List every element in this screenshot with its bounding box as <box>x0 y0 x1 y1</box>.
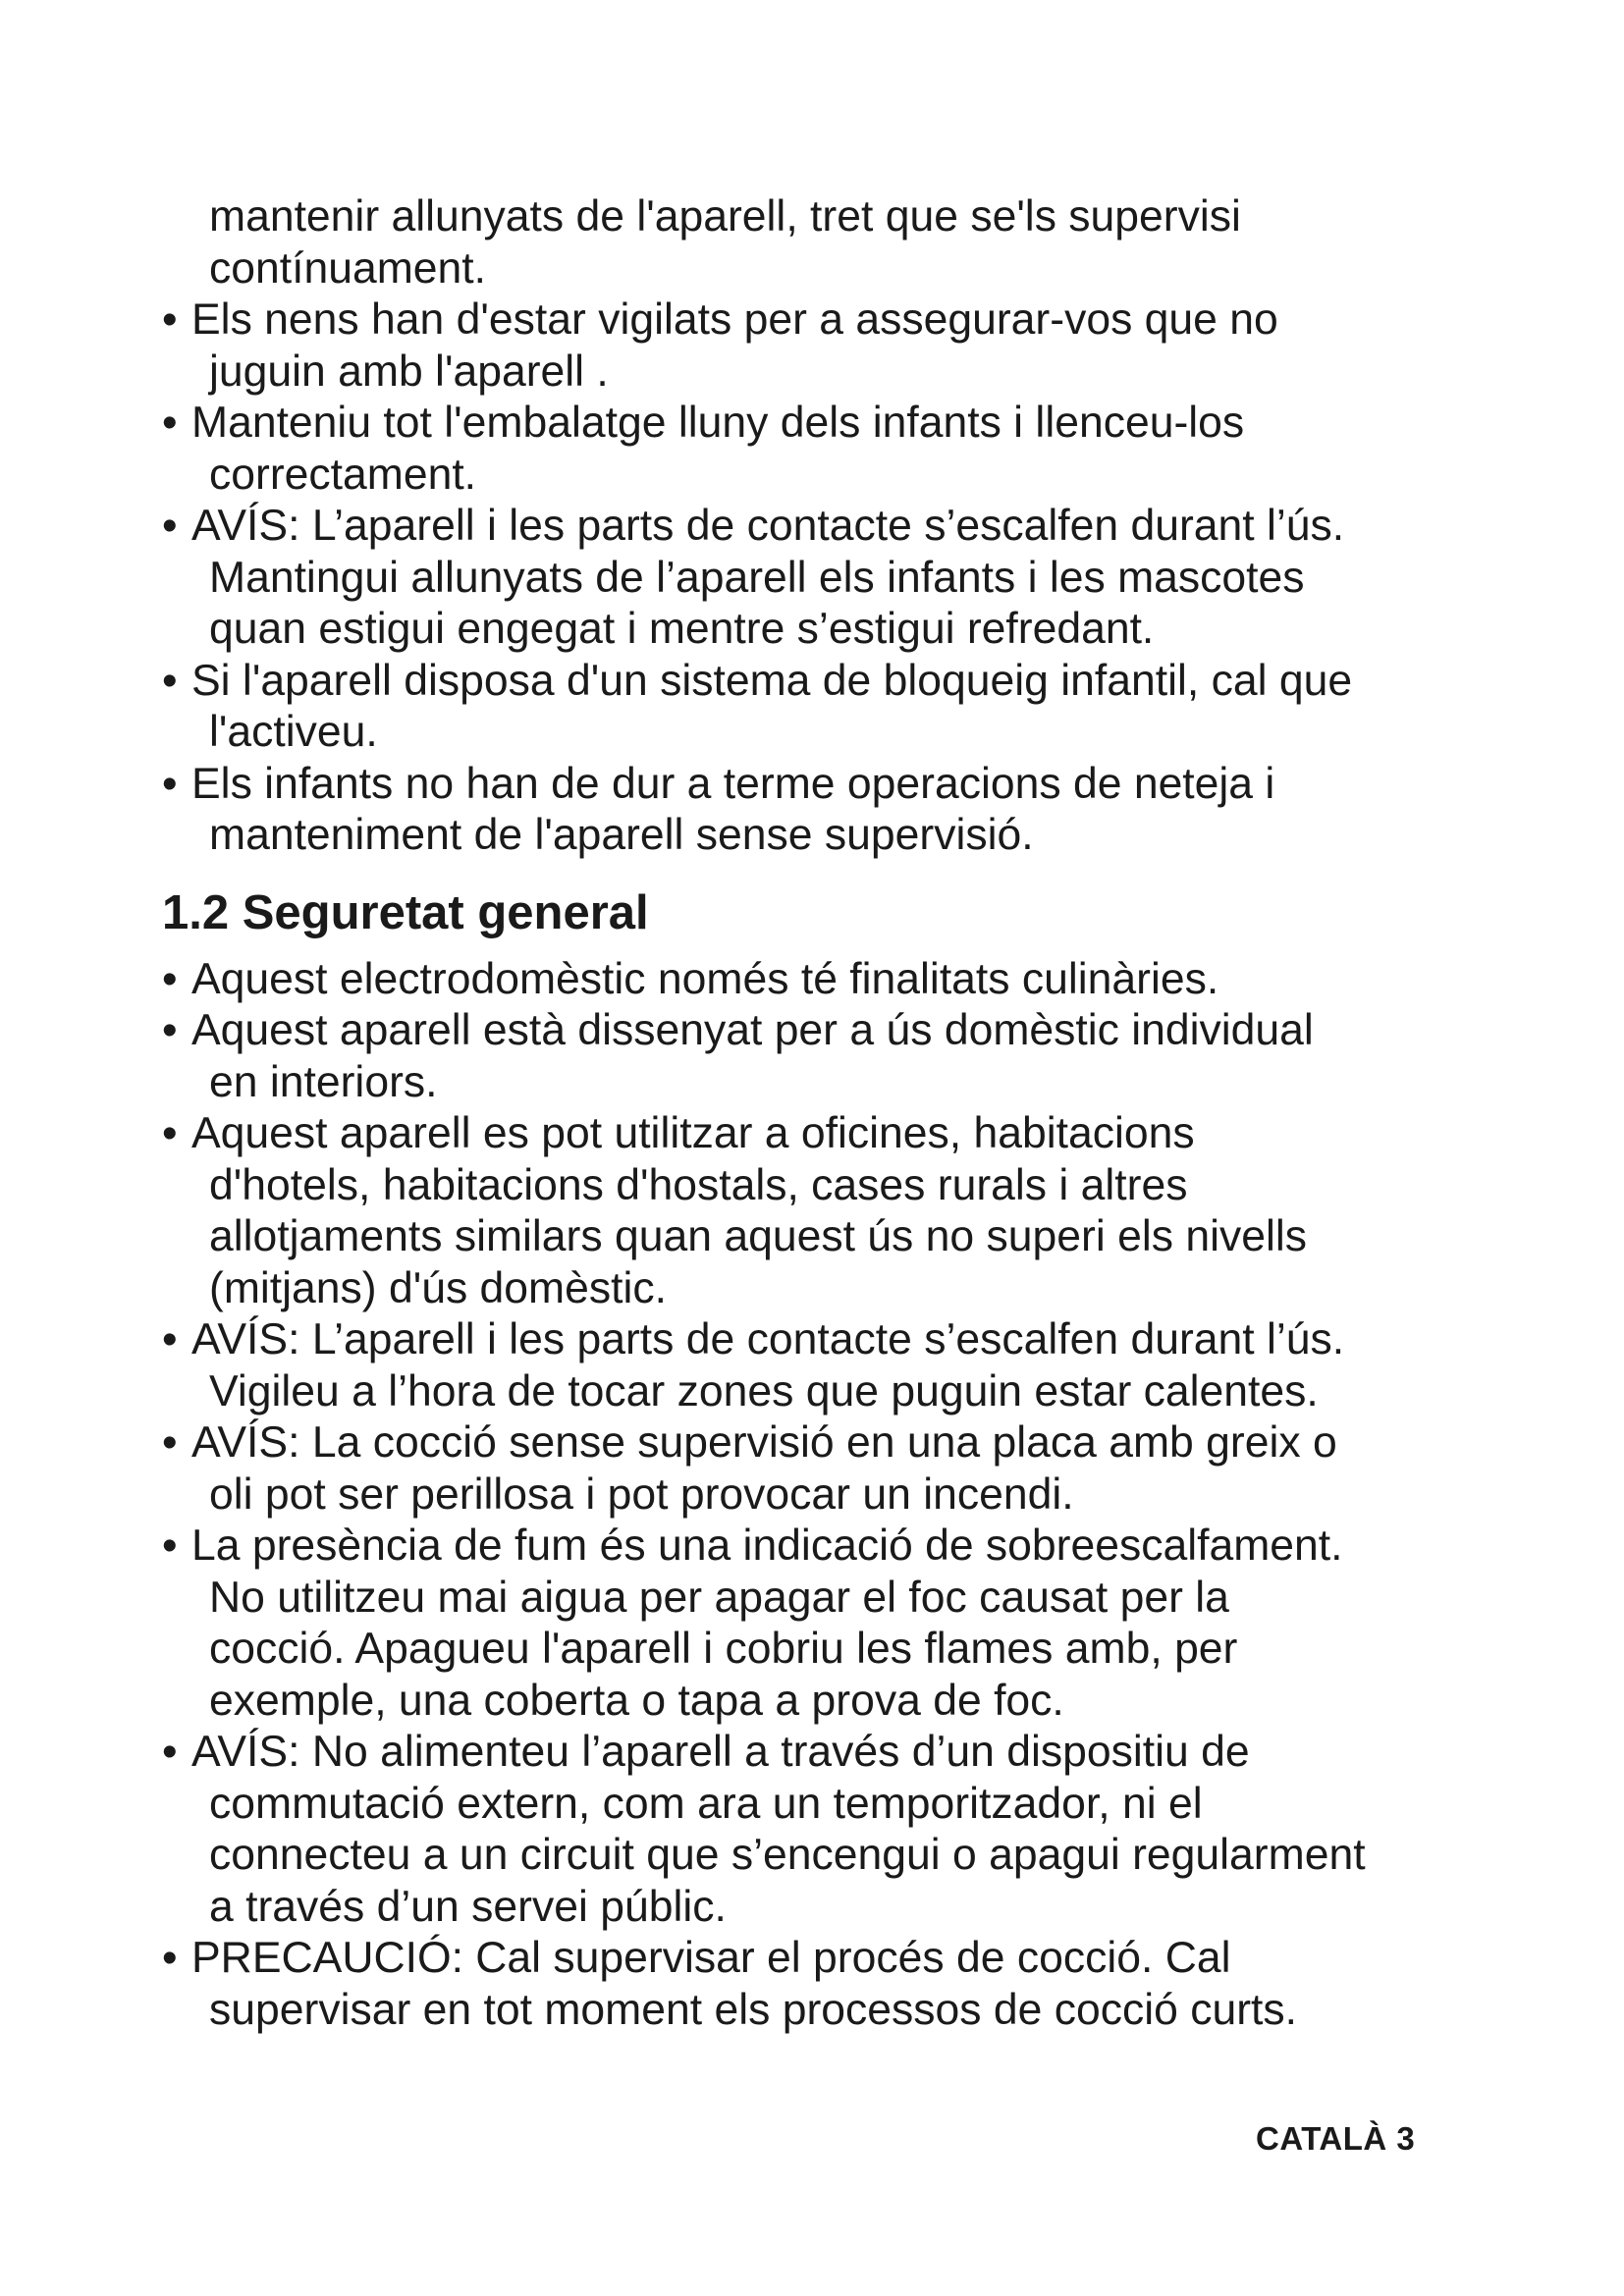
list-item-continuation-line: cocció. Apagueu l'aparell i cobriu les flames amb, per <box>209 1625 1238 1673</box>
list-item <box>162 1417 1497 1521</box>
list-item-continuation-line: exemple, una coberta o tapa a prova de foc. <box>209 1676 1064 1725</box>
list-item-text: AVÍS: L’aparell i les parts de contacte s’escalfen durant l’ús. <box>191 502 1345 550</box>
list-item-text: Els infants no han de dur a terme operacions de neteja i <box>191 759 1275 808</box>
list-item-continuation-line: oli pot ser perillosa i pot provocar un incendi. <box>209 1469 1074 1519</box>
list-item-first-line <box>162 1727 1497 1779</box>
list-item <box>162 759 1497 862</box>
list-item-text: PRECAUCIÓ: Cal supervisar el procés de cocció. Cal <box>191 1934 1231 1982</box>
list-item-continuation-line: Mantingui allunyats de l’aparell els infants i les mascotes <box>209 553 1305 602</box>
bullet-icon: • <box>162 1006 178 1054</box>
top-list <box>162 191 1497 862</box>
section-list <box>162 954 1497 2037</box>
list-item-continuation-line: en interiors. <box>209 1057 438 1106</box>
bullet-icon: • <box>162 1418 178 1467</box>
list-item-continuation-line: (mitjans) d'ús domèstic. <box>209 1263 667 1312</box>
list-item <box>162 1108 1497 1314</box>
bullet-icon: • <box>162 759 178 808</box>
bullet-icon: • <box>162 1109 178 1157</box>
list-item-text: Aquest aparell està dissenyat per a ús domèstic individual <box>191 1006 1314 1054</box>
document-page <box>162 191 1497 2036</box>
list-item-continuation-line: commutació extern, com ara un temporitzador, ni el <box>209 1779 1203 1828</box>
list-item-first-line <box>162 501 1497 553</box>
list-item-continuation-line: connecteu a un circuit que s’encengui o apagui regularment <box>209 1831 1366 1879</box>
page-footer: CATALÀ 3 <box>1256 2120 1416 2157</box>
list-item-first-line <box>162 1521 1497 1573</box>
list-item-text: Manteniu tot l'embalatge lluny dels infants i llenceu-los <box>191 399 1245 447</box>
bullet-icon: • <box>162 1934 178 1982</box>
bullet-icon: • <box>162 954 178 1003</box>
bullet-icon: • <box>162 295 178 344</box>
list-item-text: Els nens han d'estar vigilats per a assegurar-vos que no <box>191 295 1278 344</box>
bullet-icon: • <box>162 399 178 447</box>
list-item-continuation-line: contínuament. <box>209 243 487 293</box>
bullet-icon: • <box>162 656 178 705</box>
list-item-first-line <box>162 1417 1497 1469</box>
list-item <box>162 1314 1497 1417</box>
list-item <box>162 398 1497 501</box>
list-item-first-line <box>162 294 1497 347</box>
list-item-first-line <box>162 1933 1497 1985</box>
list-item-continuation-line: supervisar en tot moment els processos de cocció curts. <box>209 1985 1298 2034</box>
list-item-first-line <box>162 656 1497 708</box>
list-item-text: AVÍS: La cocció sense supervisió en una placa amb greix o <box>191 1418 1337 1467</box>
list-item-continuation-line: d'hotels, habitacions d'hostals, cases rurals i altres <box>209 1160 1188 1209</box>
bullet-icon: • <box>162 1728 178 1776</box>
list-item <box>162 1933 1497 2036</box>
list-item-first-line <box>162 954 1497 1006</box>
list-item <box>162 191 1497 294</box>
list-item-text: La presència de fum és una indicació de sobreescalfament. <box>191 1522 1343 1570</box>
list-item-continuation-line: quan estigui engegat i mentre s’estigui refredant. <box>209 605 1155 653</box>
list-item <box>162 294 1497 398</box>
list-item-first-line <box>162 1314 1497 1366</box>
list-item <box>162 1005 1497 1108</box>
bullet-icon: • <box>162 1522 178 1570</box>
list-item-text: Aquest electrodomèstic només té finalitats culinàries. <box>191 954 1219 1003</box>
list-item-text: Aquest aparell es pot utilitzar a oficines, habitacions <box>191 1109 1195 1157</box>
list-item <box>162 656 1497 759</box>
list-item <box>162 1727 1497 1933</box>
list-item-first-line <box>162 1005 1497 1057</box>
list-item-continuation-line: manteniment de l'aparell sense supervisió. <box>209 811 1034 859</box>
list-item <box>162 1521 1497 1727</box>
list-item-first-line <box>162 759 1497 811</box>
list-item-continuation-line: l'activeu. <box>209 708 378 756</box>
list-item-text: AVÍS: No alimenteu l’aparell a través d’un dispositiu de <box>191 1728 1250 1776</box>
list-item <box>162 954 1497 1006</box>
bullet-icon: • <box>162 1315 178 1363</box>
list-item-continuation-line: a través d’un servei públic. <box>209 1882 727 1931</box>
list-item-continuation-line: juguin amb l'aparell . <box>209 347 609 396</box>
list-item-continuation-line: Vigileu a l’hora de tocar zones que puguin estar calentes. <box>209 1366 1319 1415</box>
list-item-continuation-line: allotjaments similars quan aquest ús no superi els nivells <box>209 1212 1307 1260</box>
list-item-text: AVÍS: L’aparell i les parts de contacte s’escalfen durant l’ús. <box>191 1315 1345 1363</box>
bullet-icon: • <box>162 502 178 550</box>
list-item <box>162 501 1497 656</box>
list-item-text: Si l'aparell disposa d'un sistema de bloqueig infantil, cal que <box>191 656 1353 705</box>
list-item-continuation-line: correctament. <box>209 450 477 499</box>
list-item-first-line <box>162 398 1497 450</box>
list-item-first-line <box>162 1108 1497 1160</box>
list-item-continuation-line: No utilitzeu mai aigua per apagar el foc causat per la <box>209 1573 1229 1622</box>
section-title: 1.2 Seguretat general <box>162 885 649 939</box>
list-item-continuation-line: mantenir allunyats de l'aparell, tret que se'ls supervisi <box>209 192 1241 240</box>
